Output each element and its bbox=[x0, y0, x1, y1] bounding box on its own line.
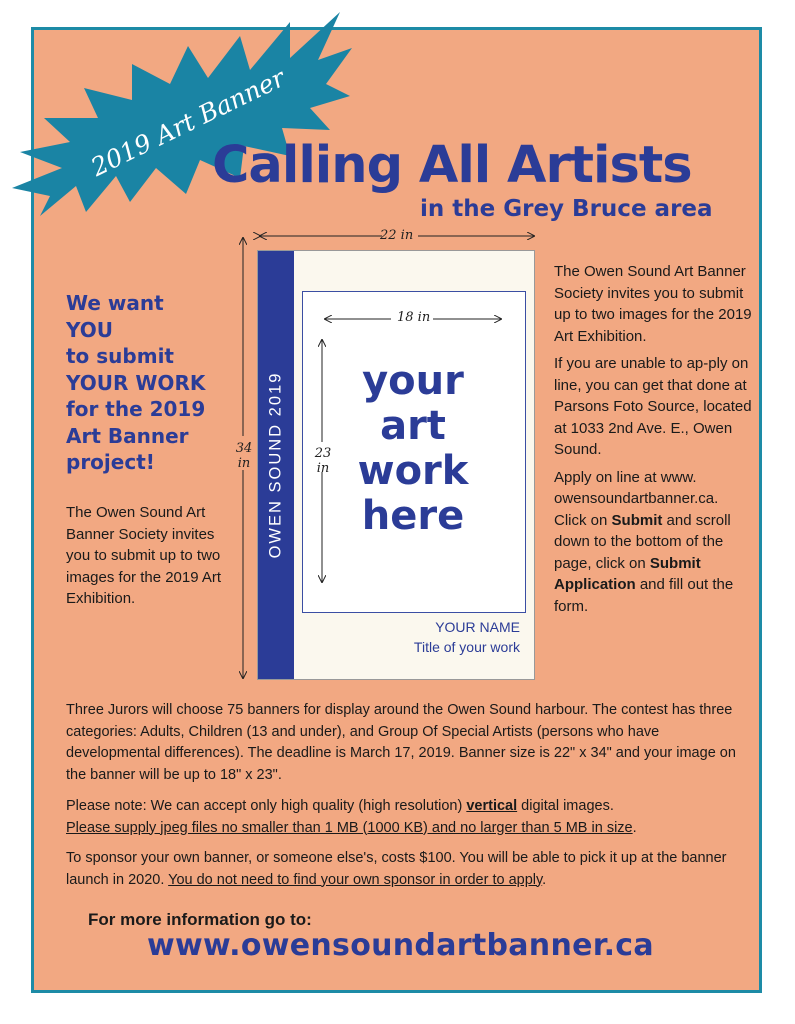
file-size-requirement: Please supply jpeg files no smaller than 1 MB (1000 KB) and no larger than 5 MB in size bbox=[66, 819, 633, 836]
art-line: work bbox=[357, 448, 469, 494]
right-para-3 bbox=[554, 467, 754, 618]
want-line: YOUR WORK bbox=[66, 370, 206, 395]
apply-text: and scroll down to the bottom of the page, click on bbox=[554, 511, 731, 572]
burst-label: 2019 Art Banner bbox=[86, 63, 290, 182]
note-line-1 bbox=[66, 796, 746, 818]
sponsor-text: . bbox=[542, 871, 547, 888]
inner-height-unit: in bbox=[316, 461, 330, 476]
strip-text: OWEN SOUND 2019 bbox=[266, 371, 285, 559]
headline-title: Calling All Artists bbox=[212, 136, 692, 195]
name-block bbox=[414, 617, 520, 657]
more-info-label: For more information go to: bbox=[88, 910, 312, 929]
note-line-2 bbox=[66, 818, 746, 840]
right-para-2: If you are unable to ap-ply on line, you can get that done at Parsons Foto Source, located at 1033 2nd Ave. E., Owen Sound. bbox=[554, 355, 752, 458]
art-line: art bbox=[380, 403, 446, 449]
want-line: YOU bbox=[66, 317, 114, 342]
art-line: here bbox=[361, 493, 465, 539]
apply-text: and fill out the form. bbox=[554, 576, 734, 615]
note-paragraph bbox=[66, 796, 746, 839]
submit-application-emphasis: Submit Application bbox=[554, 554, 701, 593]
banner-mockup bbox=[257, 250, 535, 680]
sponsor-paragraph bbox=[66, 848, 746, 891]
submit-emphasis: Submit bbox=[611, 511, 663, 529]
want-line: Art Banner bbox=[66, 423, 189, 448]
sponsor-text: To sponsor your own banner, or someone else's, costs $100. You will be able to pick it up at the banner launch in 2020. bbox=[66, 850, 727, 888]
height-number: 34 bbox=[235, 441, 253, 456]
want-line: to submit bbox=[66, 344, 174, 368]
art-placeholder-text bbox=[318, 359, 508, 539]
title-of-work: Title of your work bbox=[413, 639, 520, 655]
vertical-emphasis: vertical bbox=[466, 798, 518, 814]
banner-side-strip bbox=[258, 251, 294, 679]
height-unit: in bbox=[237, 456, 251, 471]
note-text: digital images. bbox=[517, 798, 614, 814]
headline-subtitle: in the Grey Bruce area bbox=[420, 196, 713, 222]
inner-width-label: 18 in bbox=[397, 310, 431, 325]
right-para-1: The Owen Sound Art Banner Society invites you to submit up to two images for the 2019 Art Exhibition. bbox=[554, 263, 752, 345]
want-line: We want bbox=[66, 291, 164, 315]
website-link[interactable]: www.owensoundartbanner.ca bbox=[147, 928, 654, 963]
height-label bbox=[234, 441, 254, 471]
note-text: Please note: We can accept only high quality (high resolution) bbox=[66, 798, 467, 814]
right-description bbox=[554, 261, 754, 623]
your-name: YOUR NAME bbox=[435, 619, 520, 635]
want-line: for the 2019 bbox=[66, 397, 206, 421]
width-label: 22 in bbox=[380, 228, 414, 243]
call-to-action bbox=[66, 290, 241, 476]
inner-height-number: 23 bbox=[314, 446, 332, 461]
art-line: your bbox=[362, 358, 464, 404]
jurors-paragraph: Three Jurors will choose 75 banners for display around the Owen Sound harbour. The contest has three categories: Adults, Children (13 and under), and Group Of Special Artists (persons who have developmental differences). The deadline is March 17, 2019. Banner size is 22" x 34" and your image on the banner will be up to 18" x 23". bbox=[66, 702, 736, 783]
sponsor-note: You do not need to find your own sponsor in order to apply bbox=[168, 871, 543, 888]
left-description: The Owen Sound Art Banner Society invites you to submit up to two images for the 2019 Art Exhibition. bbox=[66, 504, 222, 607]
apply-text: Apply on line at www. owensoundartbanner.ca. Click on bbox=[554, 468, 719, 529]
want-line: project! bbox=[66, 450, 155, 474]
note-text: . bbox=[632, 819, 637, 836]
